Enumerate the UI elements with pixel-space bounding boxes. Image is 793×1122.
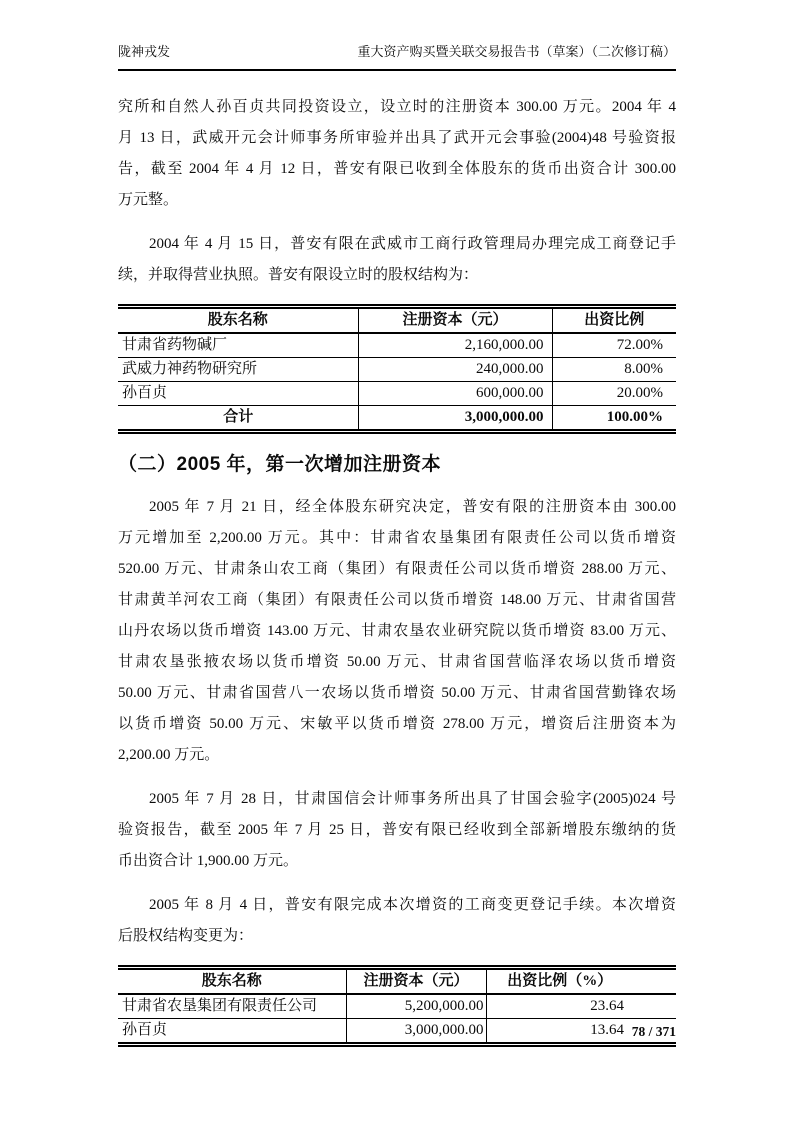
paragraph: [118, 784, 676, 877]
shareholding-table-initial: [118, 304, 676, 434]
paragraph: [118, 890, 676, 952]
paragraph-line: 甘肃黄羊河农工商（集团）有限责任公司以货币增资 148.00 万元、甘肃省国营: [118, 592, 676, 608]
table-cell: 240,000.00: [358, 358, 552, 382]
table-cell: 5,200,000.00: [346, 994, 486, 1019]
paragraph-line: 2005 年 7 月 21 日，经全体股东研究决定，普安有限的注册资本由 300.00: [149, 499, 676, 515]
header-right-title: 重大资产购买暨关联交易报告书（草案）（二次修订稿）: [357, 44, 676, 59]
shareholding-table-after-increase: [118, 965, 676, 1047]
paragraph-line: 山丹农场以货币增资 143.00 万元、甘肃农垦农业研究院以货币增资 83.00 万元、: [118, 623, 676, 639]
table-cell: 孙百贞: [118, 382, 358, 406]
table-cell: 3,000,000.00: [346, 1019, 486, 1045]
table-cell: 2,160,000.00: [358, 333, 552, 358]
paragraph-line: 验资报告，截至 2005 年 7 月 25 日，普安有限已经收到全部新增股东缴纳的货: [118, 822, 676, 838]
page-number: 78 / 371: [631, 1024, 676, 1039]
paragraph-line: 告，截至 2004 年 4 月 12 日，普安有限已收到全体股东的货币出资合计 300.00: [118, 161, 676, 177]
table-cell: 孙百贞: [122, 1022, 168, 1038]
paragraph-line: 后股权结构变更为：: [118, 928, 254, 944]
paragraph-line: 2005 年 7 月 28 日，甘肃国信会计师事务所出具了甘国会验字(2005)024 号: [149, 791, 676, 807]
table-cell: 甘肃省农垦集团有限责任公司: [118, 994, 346, 1019]
table-cell: 13.64: [486, 1019, 676, 1045]
table-cell: 武威力神药物研究所: [118, 358, 358, 382]
table-header-cell: 股东名称: [118, 968, 346, 995]
paragraph: [118, 492, 676, 771]
paragraph-line: 月 13 日，武威开元会计师事务所审验并出具了武开元会事验(2004)48 号验资报: [118, 130, 676, 146]
table-cell: 甘肃省药物碱厂: [118, 333, 358, 358]
table-header-cell: 出资比例: [552, 307, 676, 334]
table-row: [118, 333, 676, 358]
paragraph: [118, 229, 676, 291]
table-row: [118, 1019, 676, 1045]
table-row: [118, 358, 676, 382]
paragraph-line: 万元整。: [118, 192, 179, 208]
table-cell: 8.00%: [552, 358, 676, 382]
paragraph-line: 币出资合计 1,900.00 万元。: [118, 853, 299, 869]
paragraph-line: 2004 年 4 月 15 日，普安有限在武威市工商行政管理局办理完成工商登记手: [149, 236, 676, 252]
paragraph-line: 50.00 万元、甘肃省国营八一农场以货币增资 50.00 万元、甘肃省国营勤锋农场: [118, 685, 676, 701]
paragraph-line: 以货币增资 50.00 万元、宋敏平以货币增资 278.00 万元，增资后注册资本为: [118, 716, 676, 732]
table-row: [118, 994, 676, 1019]
paragraph-line: 万元增加至 2,200.00 万元。其中：甘肃省农垦集团有限责任公司以货币增资: [118, 530, 676, 546]
table-total-row: [118, 406, 676, 432]
table-header-cell: 股东名称: [118, 307, 358, 334]
table-cell: 合计: [223, 409, 254, 425]
table-cell: 20.00%: [552, 382, 676, 406]
page-header: [118, 44, 676, 71]
table-header-cell: 注册资本（元）: [358, 307, 552, 334]
paragraph-line: 520.00 万元、甘肃条山农工商（集团）有限责任公司以货币增资 288.00 万元、: [118, 561, 676, 577]
paragraph-line: 2,200.00 万元。: [118, 747, 220, 763]
paragraph-line: 2005 年 8 月 4 日，普安有限完成本次增资的工商变更登记手续。本次增资: [149, 897, 676, 913]
section-heading: （二）2005 年，第一次增加注册资本: [118, 454, 442, 475]
header-left-title: 陇神戎发: [118, 44, 171, 59]
paragraph-line: 续，并取得营业执照。普安有限设立时的股权结构为：: [118, 267, 479, 283]
table-header-row: [118, 968, 676, 995]
document-body: [118, 92, 676, 1047]
paragraph-line: 究所和自然人孙百贞共同投资设立，设立时的注册资本 300.00 万元。2004 年 4: [118, 99, 676, 115]
paragraph-line: 甘肃农垦张掖农场以货币增资 50.00 万元、甘肃省国营临泽农场以货币增资: [118, 654, 676, 670]
table-cell: 23.64: [486, 994, 676, 1019]
table-cell: 3,000,000.00: [358, 406, 552, 432]
table-cell: 72.00%: [552, 333, 676, 358]
table-cell: 100.00%: [552, 406, 676, 432]
table-row: [118, 382, 676, 406]
paragraph: [118, 92, 676, 216]
table-cell: 600,000.00: [358, 382, 552, 406]
table-header-cell: 出资比例（%）: [486, 968, 676, 995]
table-header-row: [118, 307, 676, 334]
table-header-cell: 注册资本（元）: [346, 968, 486, 995]
